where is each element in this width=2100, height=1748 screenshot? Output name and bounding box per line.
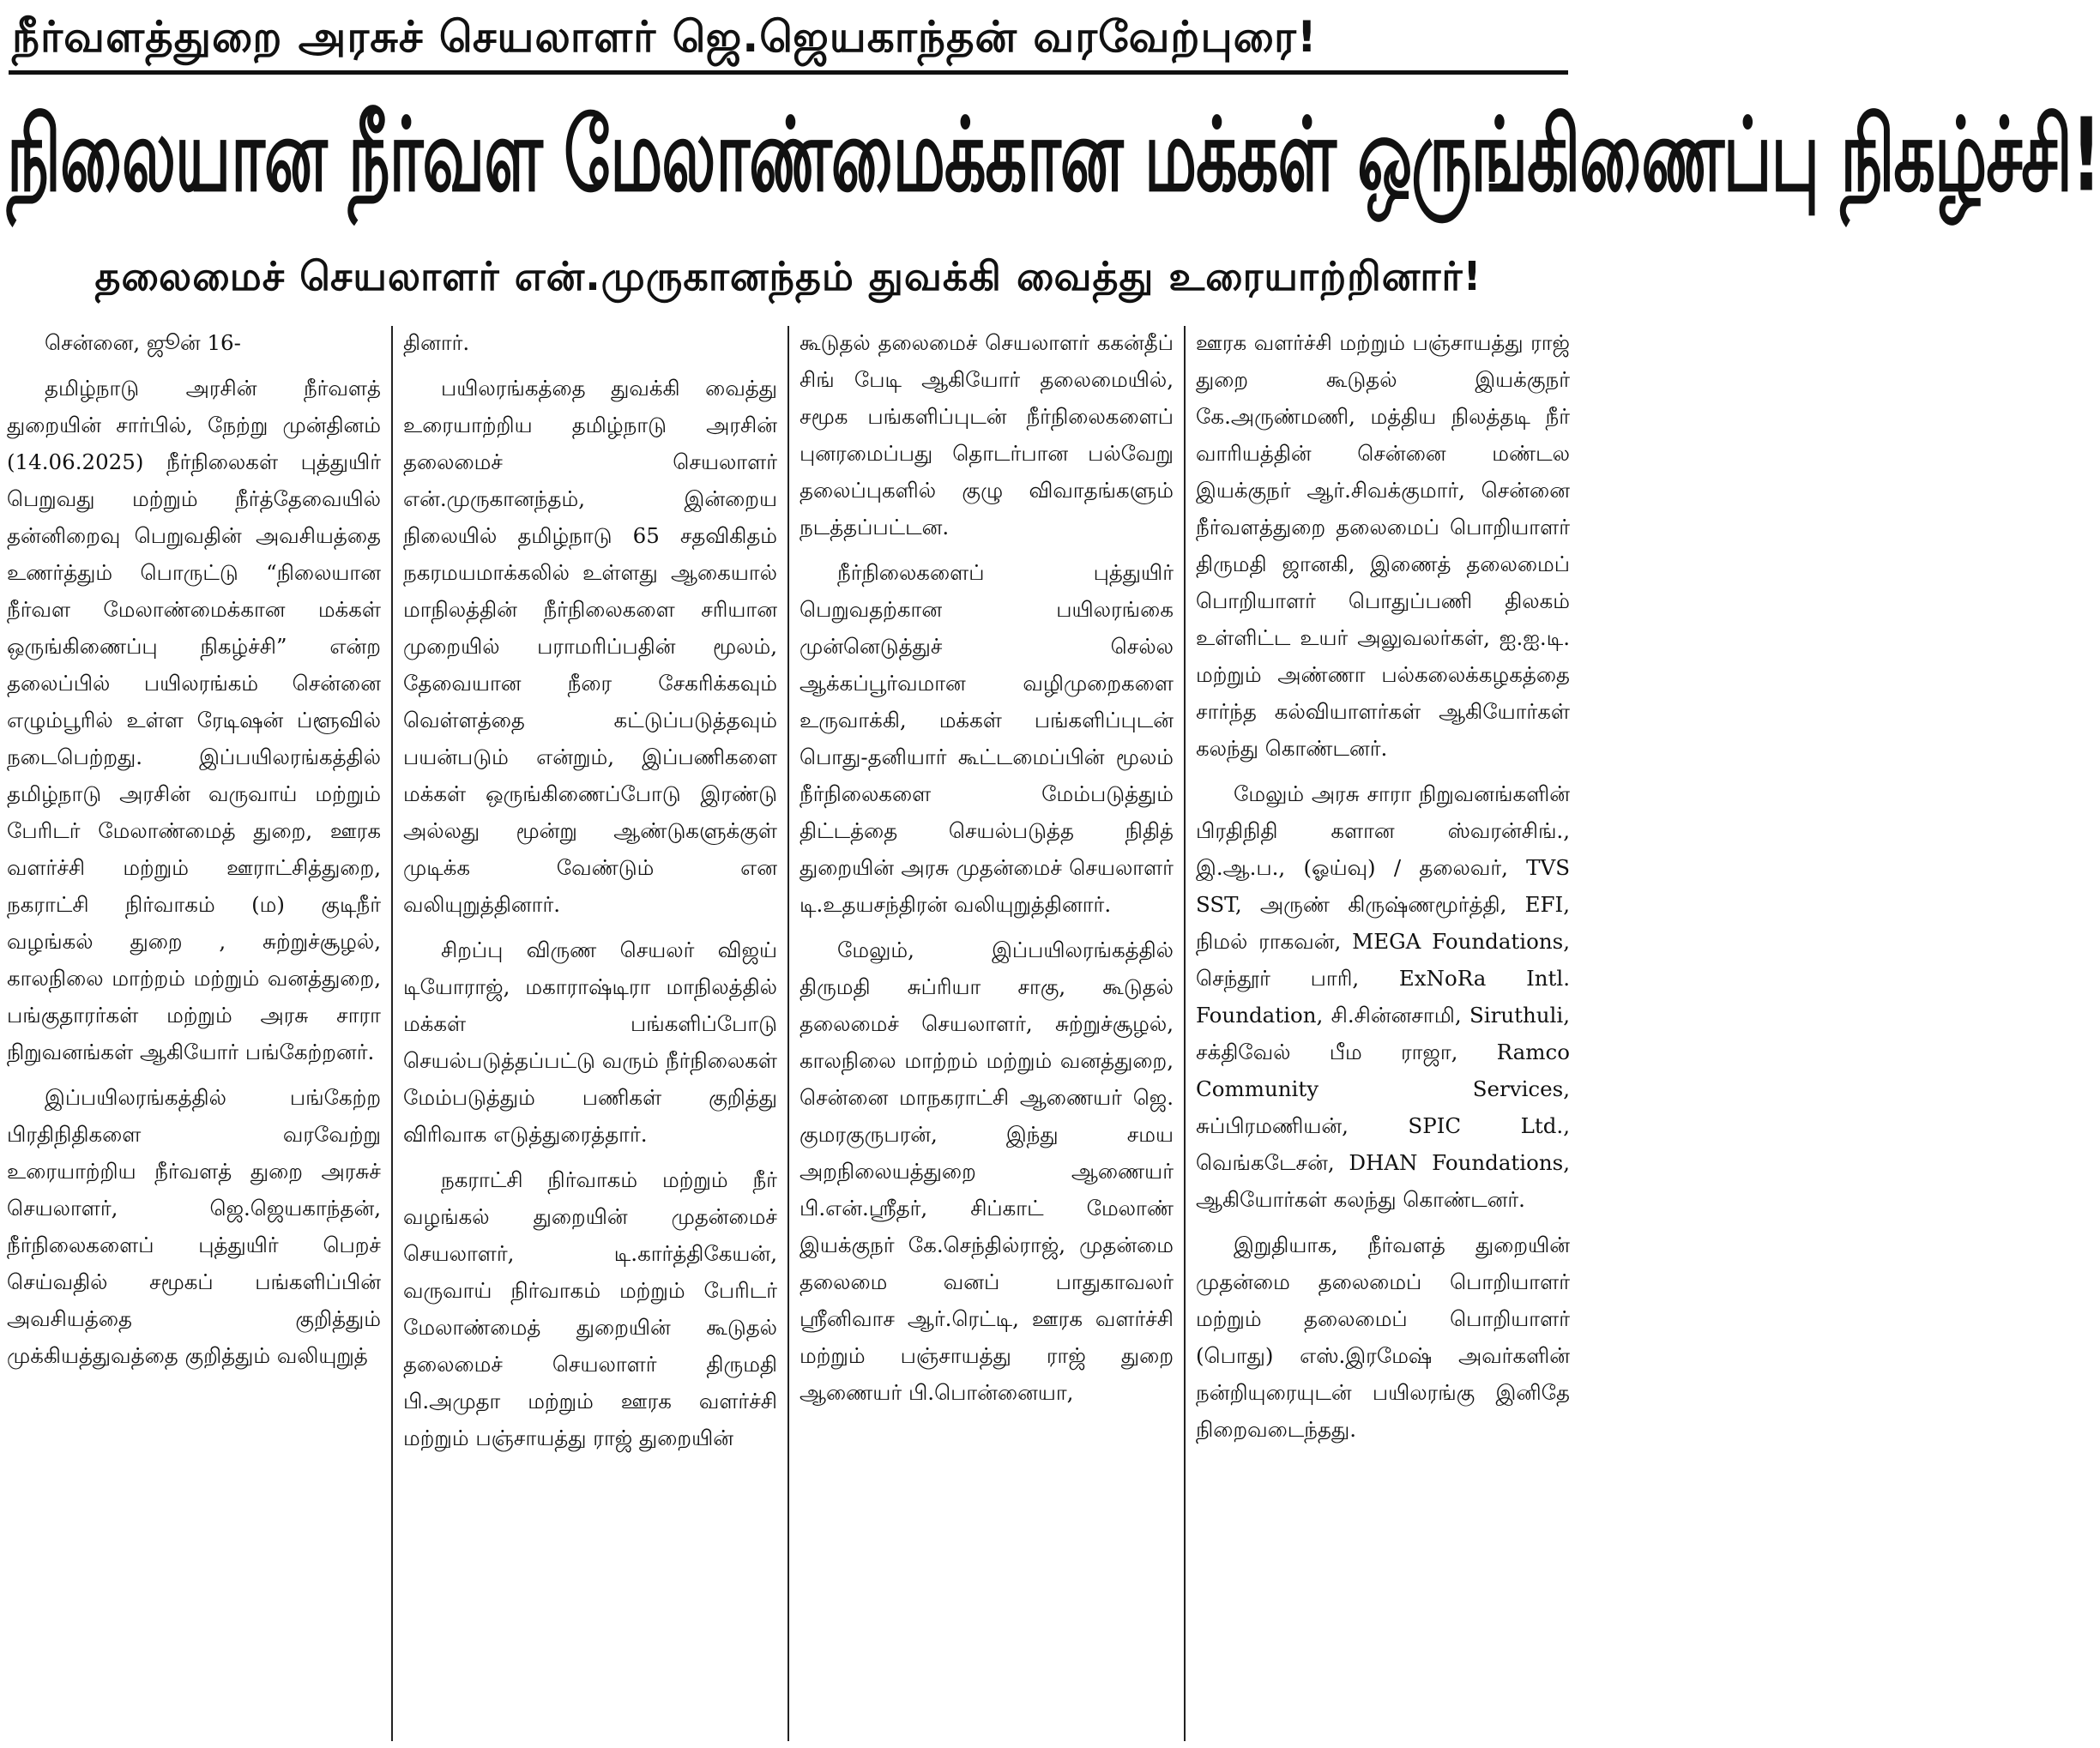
paragraph: தமிழ்நாடு அரசின் நீர்வளத் துறையின் சார்பில், நேற்று முன்தினம் (14.06.2025) நீர்நிலைகள் புத்துயிர் பெறுவது மற்றும் நீர்த்தேவையில் தன்னிறைவு பெறுவதின் அவசியத்தை உணர்த்தும் பொருட்டு “நிலையான நீர்வள மேலாண்மைக்கான மக்கள் ஒருங்கிணைப்பு நிகழ்ச்சி” என்ற தலைப்பில் பயிலரங்கம் சென்னை எழும்பூரில் உள்ள ரேடிஷன் ப்ளூவில் நடைபெற்றது. இப்பயிலரங்கத்தில் தமிழ்நாடு அரசின் வருவாய் மற்றும் பேரிடர் மேலாண்மைத் துறை, ஊரக வளர்ச்சி மற்றும் ஊராட்சித்துறை, நகராட்சி நிர்வாகம் (ம) குடிநீர் வழங்கல் துறை , சுற்றுச்சூழல், காலநிலை மாற்றம் மற்றும் வனத்துறை, பங்குதாரர்கள் மற்றும் அரசு சாரா நிறுவனங்கள் ஆகியோர் பங்கேற்றனர். (7, 376, 381, 1064)
sub-headline: தலைமைச் செயலாளர் என்.முருகானந்தம் துவக்கி வைத்து உரையாற்றினார்! (94, 253, 1482, 299)
dateline: சென்னை, ஜூன் 16- (45, 330, 241, 355)
paragraph: கூடுதல் தலைமைச் செயலாளர் ககன்தீப் சிங் பேடி ஆகியோர் தலைமையில், சமூக பங்களிப்புடன் நீர்நிலைகளைப் புனரமைப்பது தொடர்பான பல்வேறு தலைப்புகளில் குழு விவாதங்களும் நடத்தப்பட்டன. (800, 330, 1174, 539)
article-column-4 (1196, 324, 1570, 1744)
article-column-1 (7, 324, 381, 1744)
paragraph: இறுதியாக, நீர்வளத் துறையின் முதன்மை தலைமைப் பொறியாளர் மற்றும் தலைமைப் பொறியாளர் (பொது) எஸ்.இரமேஷ் அவர்களின் நன்றியுரையுடன் பயிலரங்கு இனிதே நிறைவடைந்தது. (1196, 1233, 1570, 1442)
article-column-3 (800, 324, 1174, 1744)
paragraph: மேலும் அரசு சாரா நிறுவனங்களின் பிரதிநிதி களான ஸ்வரன்சிங்., இ.ஆ.ப., (ஓய்வு) / தலைவர், TVS SST, அருண் கிருஷ்ணமூர்த்தி, EFI, நிமல் ராகவன், MEGA Foundations, செந்தூர் பாரி, ExNoRa Intl. Foundation, சி.சின்னசாமி, Siruthuli, சக்திவேல் பீம ராஜா, Ramco Community Services, சுப்பிரமணியன், SPIC Ltd., வெங்கடேசன், DHAN Foundations, ஆகியோர்கள் கலந்து கொண்டனர். (1196, 781, 1570, 1212)
paragraph: இப்பயிலரங்கத்தில் பங்கேற்ற பிரதிநிதிகளை வரவேற்று உரையாற்றிய நீர்வளத் துறை அரசுச் செயலாளர், ஜெ.ஜெயகாந்தன், நீர்நிலைகளைப் புத்துயிர் பெறச் செய்வதில் சமூகப் பங்களிப்பின் அவசியத்தை குறித்தும் முக்கியத்துவத்தை குறித்தும் வலியுறுத் (7, 1085, 381, 1368)
article-body (7, 324, 1570, 1744)
paragraph: சிறப்பு விருண செயலர் விஜய் டியோராஜ், மகாராஷ்டிரா மாநிலத்தில் மக்கள் பங்களிப்போடு செயல்படுத்தப்பட்டு வரும் நீர்நிலைகள் மேம்படுத்தும் பணிகள் குறித்து விரிவாக எடுத்துரைத்தார். (403, 937, 777, 1147)
article-column-2 (403, 324, 777, 1744)
kicker-heading: நீர்வளத்துறை அரசுச் செயலாளர் ஜெ.ஜெயகாந்தன் வரவேற்புரை! (12, 12, 1318, 62)
main-headline: நிலையான நீர்வள மேலாண்மைக்கான மக்கள் ஒருங்கிணைப்பு நிகழ்ச்சி! (7, 95, 2100, 214)
paragraph: ஊரக வளர்ச்சி மற்றும் பஞ்சாயத்து ராஜ் துறை கூடுதல் இயக்குநர் கே.அருண்மணி, மத்திய நிலத்தடி நீர் வாரியத்தின் சென்னை மண்டல இயக்குநர் ஆர்.சிவக்குமார், சென்னை நீர்வளத்துறை தலைமைப் பொறியாளர் திருமதி ஜானகி, இணைத் தலைமைப் பொறியாளர் பொதுப்பணி திலகம் உள்ளிட்ட உயர் அலுவலர்கள், ஐ.ஐ.டி. மற்றும் அண்ணா பல்கலைக்கழகத்தை சார்ந்த கல்வியாளர்கள் ஆகியோர்கள் கலந்து கொண்டனர். (1196, 330, 1570, 761)
paragraph: தினார். (403, 330, 470, 355)
paragraph: நகராட்சி நிர்வாகம் மற்றும் நீர் வழங்கல் துறையின் முதன்மைச் செயலாளர், டி.கார்த்திகேயன், வருவாய் நிர்வாகம் மற்றும் பேரிடர் மேலாண்மைத் துறையின் கூடுதல் தலைமைச் செயலாளர் திருமதி பி.அமுதா மற்றும் ஊரக வளர்ச்சி மற்றும் பஞ்சாயத்து ராஜ் துறையின் (403, 1167, 777, 1450)
paragraph: மேலும், இப்பயிலரங்கத்தில் திருமதி சுப்ரியா சாகு, கூடுதல் தலைமைச் செயலாளர், சுற்றுச்சூழல், காலநிலை மாற்றம் மற்றும் வனத்துறை, சென்னை மாநகராட்சி ஆணையர் ஜெ. குமரகுருபரன், இந்து சமய அறநிலையத்துறை ஆணையர் பி.என்.ஸ்ரீதர், சிப்காட் மேலாண் இயக்குநர் கே.செந்தில்ராஜ், முதன்மை தலைமை வனப் பாதுகாவலர் ஸ்ரீனிவாச ஆர்.ரெட்டி, ஊரக வளர்ச்சி மற்றும் பஞ்சாயத்து ராஜ் துறை ஆணையர் பி.பொன்னையா, (800, 937, 1174, 1405)
paragraph: பயிலரங்கத்தை துவக்கி வைத்து உரையாற்றிய தமிழ்நாடு அரசின் தலைமைச் செயலாளர் என்.முருகானந்தம், இன்றைய நிலையில் தமிழ்நாடு 65 சதவிகிதம் நகரமயமாக்கலில் உள்ளது ஆகையால் மாநிலத்தின் நீர்நிலைகளை சரியான முறையில் பராமரிப்பதின் மூலம், தேவையான நீரை சேகரிக்கவும் வெள்ளத்தை கட்டுப்படுத்தவும் பயன்படும் என்றும், இப்பணிகளை மக்கள் ஒருங்கிணைப்போடு இரண்டு அல்லது மூன்று ஆண்டுகளுக்குள் முடிக்க வேண்டும் என வலியுறுத்தினார். (403, 376, 777, 917)
paragraph: நீர்நிலைகளைப் புத்துயிர் பெறுவதற்கான பயிலரங்கை முன்னெடுத்துச் செல்ல ஆக்கப்பூர்வமான வழிமுறைகளை உருவாக்கி, மக்கள் பங்களிப்புடன் பொது-தனியார் கூட்டமைப்பின் மூலம் நீர்நிலைகளை மேம்படுத்தும் திட்டத்தை செயல்படுத்த நிதித் துறையின் அரசு முதன்மைச் செயலாளர் டி.உதயசந்திரன் வலியுறுத்தினார். (800, 560, 1174, 917)
